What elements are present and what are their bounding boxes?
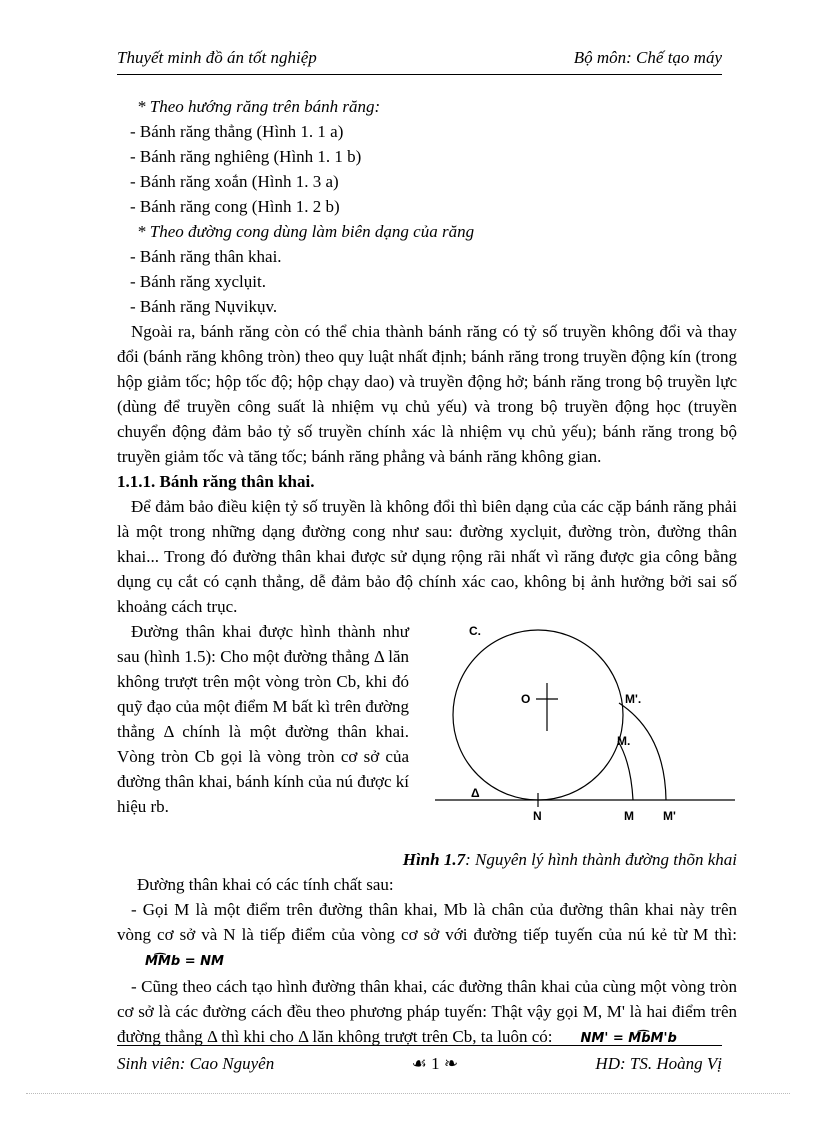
- caption-label: Hình 1.7: [402, 850, 466, 869]
- header-left: Thuyết minh đồ án tốt nghiệp: [117, 48, 317, 67]
- list-item: - Bánh răng Nụvikụv.: [130, 297, 278, 316]
- footer-left: Sinh viên: Cao Nguyên: [117, 1054, 275, 1073]
- label-o: O: [521, 692, 531, 706]
- base-circle: [453, 630, 623, 800]
- page-footer: [117, 1045, 722, 1074]
- paragraph-properties: Đường thân khai có các tính chất sau:: [137, 875, 394, 894]
- property-one-text: - Gọi M là một điểm trên đường thân khai, Mb là chân của đường thân khai này trên vòng cơ sở và N là tiếp điểm của vòng cơ sở với đường tiếp tuyến của nú kẻ từ M thì:: [117, 900, 737, 944]
- caption-text: : Nguyên lý hình thành đường thõn khai: [465, 850, 737, 869]
- header-right: Bộ môn: Chế tạo máy: [573, 48, 722, 67]
- page-body: [117, 94, 737, 1051]
- label-mprime-top: M'.: [625, 692, 642, 706]
- label-m: M: [624, 809, 634, 823]
- page-bottom-divider: [26, 1093, 790, 1094]
- page-number: ☙ 1 ❧: [411, 1054, 459, 1073]
- figure-block: [117, 619, 737, 847]
- paragraph-formation: Đường thân khai được hình thành như sau (hình 1.5): Cho một đường thẳng Δ lăn không trượt trên một vòng tròn Cb, khi đó quỹ đạo của một điểm M bất kì trên đường thẳng Δ chính là một đường thân khai. Vòng tròn Cb gọi là vòng tròn cơ sở của đường thân khai, bánh kính của nú được kí hiệu rb.: [117, 622, 409, 816]
- figure-caption: [117, 847, 737, 872]
- paragraph-property-two: [117, 974, 737, 1051]
- list-item: - Bánh răng thân khai.: [130, 247, 282, 266]
- list-item: - Bánh răng nghiêng (Hình 1. 1 b): [130, 147, 362, 166]
- label-mprime: M': [663, 809, 676, 823]
- involute-diagram: [435, 623, 737, 823]
- page-header: [117, 48, 722, 75]
- subheading-profile-curve: * Theo đường cong dùng làm biên dạng của răng: [137, 222, 475, 241]
- label-c: C.: [469, 624, 481, 638]
- subheading-tooth-direction: * Theo hướng răng trên bánh răng:: [137, 97, 381, 116]
- list-item: - Bánh răng thẳng (Hình 1. 1 a): [130, 122, 344, 141]
- section-heading: 1.1.1. Bánh răng thân khai.: [117, 472, 315, 491]
- label-delta: Δ: [471, 786, 480, 800]
- paragraph-classification: Ngoài ra, bánh răng còn có thể chia thành bánh răng có tỷ số truyền không đổi và thay đổi (bánh răng không tròn) theo quy luật nhất định; bánh răng trong truyền động kín (trong hộp giảm tốc; hộp tốc độ; hộp chạy dao) và truyền động hở; bánh răng trong bộ truyền lực (dùng để truyền công suất là nhiệm vụ chủ yếu) và trong bộ truyền động học (truyền chuyển động đảm bảo tỷ số truyền chính xác là nhiệm vụ chủ yếu); bánh răng trong bộ truyền giảm tốc và tăng tốc; bánh răng phẳng và bánh răng không gian.: [117, 322, 737, 466]
- paragraph-property-one: [117, 897, 737, 974]
- footer-right: HD: TS. Hoàng Vị: [595, 1054, 722, 1073]
- formula-two: NM' = M͡bM'b: [580, 1031, 677, 1046]
- formula-one: M͡Mb = NM: [145, 954, 224, 969]
- label-m-mid: M.: [617, 734, 631, 748]
- involute-curve-mprime: [619, 703, 666, 800]
- list-item: - Bánh răng xoắn (Hình 1. 3 a): [130, 172, 339, 191]
- list-item: - Bánh răng xyclụit.: [130, 272, 266, 291]
- label-n: N: [533, 809, 542, 823]
- property-two-text: - Cũng theo cách tạo hình đường thân khai, các đường thân khai của cùng một vòng tròn cơ sở là các đường cách đều theo phương pháp tuyến: Thật vậy gọi M, M' là hai điểm trên đường thẳng Δ thì khi cho Δ lăn không trượt trên Cb, ta luôn có:: [117, 977, 737, 1046]
- paragraph-conditions: Để đảm bảo điều kiện tỷ số truyền là không đổi thì biên dạng của các cặp bánh răng phải là một trong những dạng đường cong như sau: đường xyclụit, đường tròn, đường thân khai... Trong đó đường thân khai được sử dụng rộng rãi nhất vì răng được gia công bằng dụng cụ cắt có cạnh thẳng, dễ đảm bảo độ chính xác cao, không bị ảnh hưởng bởi sai số khoảng cách trục.: [117, 497, 737, 616]
- list-item: - Bánh răng cong (Hình 1. 2 b): [130, 197, 340, 216]
- involute-curve-m: [618, 741, 633, 800]
